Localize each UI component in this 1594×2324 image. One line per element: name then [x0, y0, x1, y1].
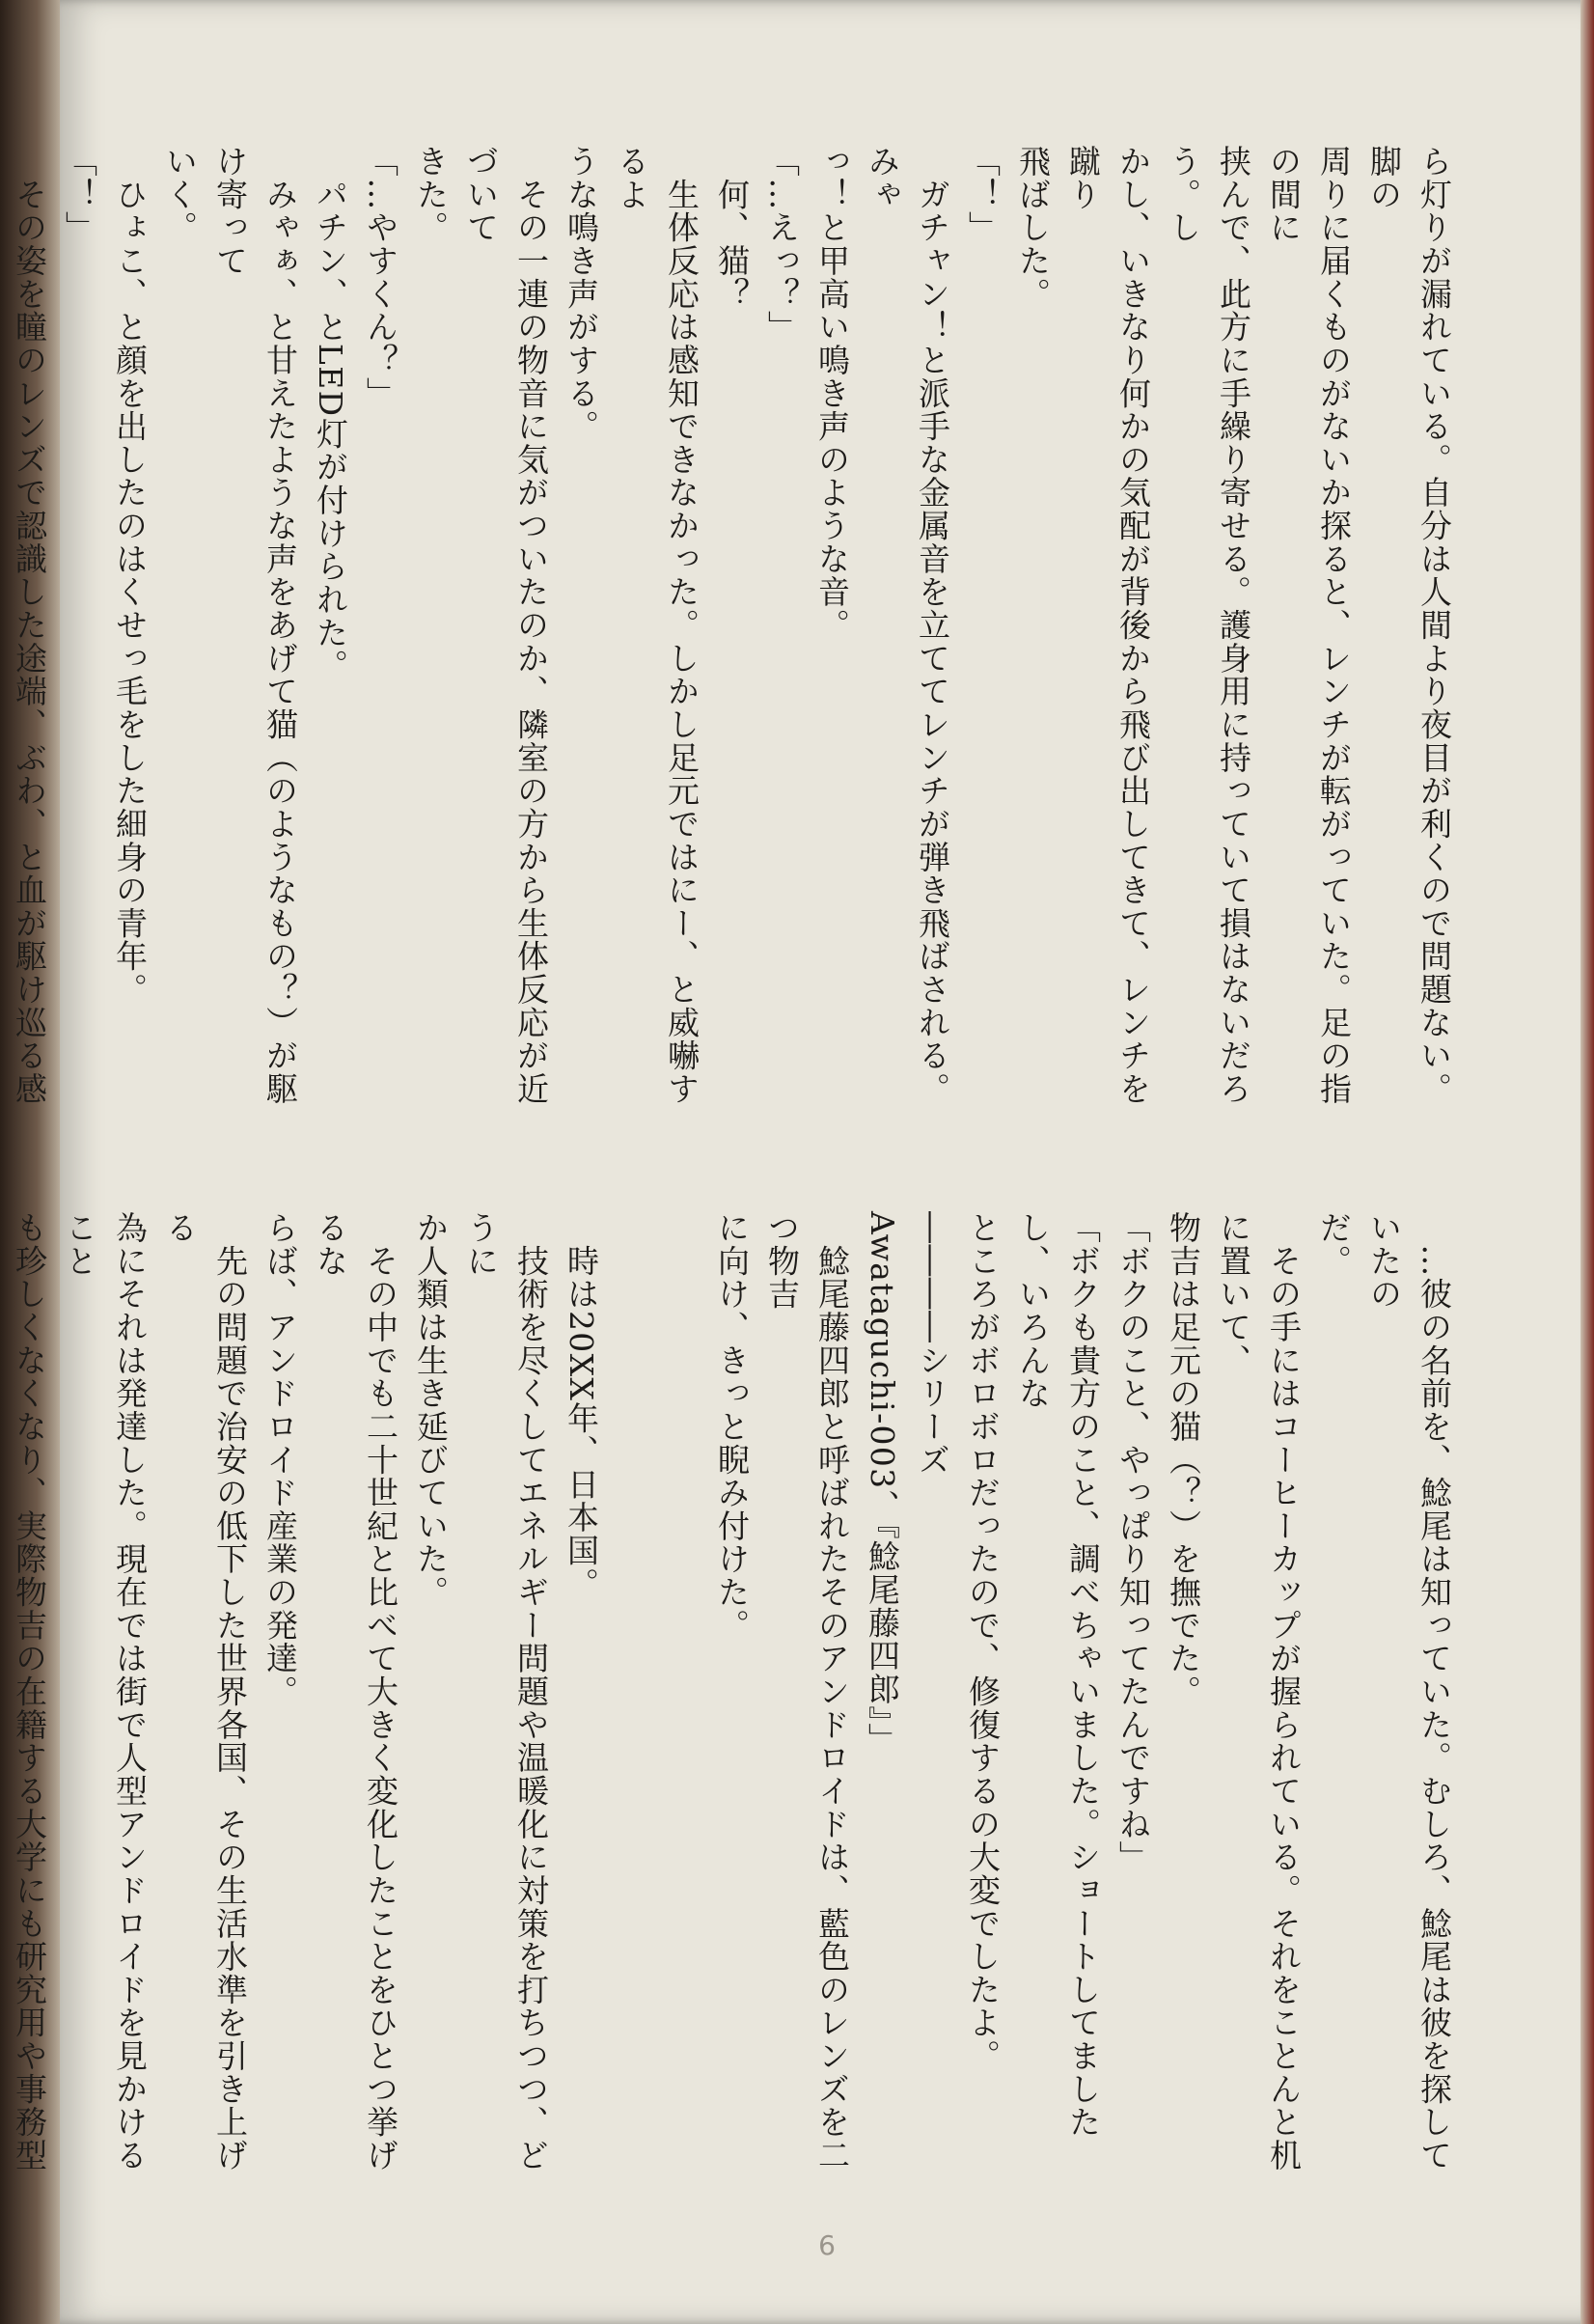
upper-line: その一連の物音に気がついたのか、隣室の方から生体反応が近づいて: [462, 145, 550, 1106]
lower-line: …彼の名前を、鯰尾は知っていた。むしろ、鯰尾は彼を探していたの: [1365, 1211, 1453, 2172]
upper-line: ガチャン！と派手な金属音を立ててレンチが弾き飛ばされる。みゃ: [864, 145, 951, 1106]
upper-line: 何、猫？: [713, 145, 751, 311]
lower-line: その手にはコーヒーカップが握られている。それをことんと机に置いて、: [1215, 1211, 1303, 2172]
lower-line: 物吉は足元の猫（？）を撫でた。: [1165, 1211, 1202, 1708]
lower-line: らば、アンドロイド産業の発達。: [261, 1211, 299, 1708]
lower-line: その中でも二十世紀と比べて大きく変化したことをひとつ挙げるな: [312, 1211, 399, 2172]
upper-line: 「…えっ？」: [763, 145, 801, 344]
upper-line: 「！」: [61, 145, 98, 244]
lower-line: 鯰尾藤四郎と呼ばれたそのアンドロイドは、藍色のレンズを二つ物吉: [763, 1211, 851, 2172]
upper-line: うな鳴き声がする。: [563, 145, 600, 443]
lower-line: [656, 1211, 706, 2196]
upper-line: っ！と甲高い鳴き声のような音。: [813, 145, 851, 642]
upper-line: ひょこ、と顔を出したのはくせっ毛をした細身の青年。: [111, 145, 149, 1007]
lower-line: か人類は生き延びていた。: [412, 1211, 450, 1609]
upper-line: いく。: [161, 145, 199, 244]
upper-line: 飛ばした。: [1014, 145, 1052, 311]
lower-line: 先の問題で治安の低下した世界各国、その生活水準を引き上げる: [161, 1211, 249, 2172]
lower-line: 為にそれは発達した。現在では街で人型アンドロイドを見かけること: [61, 1211, 149, 2172]
upper-line: 生体反応は感知できなかった。しかし足元ではにー、と威嚇するよ: [613, 145, 701, 1106]
lower-line: 技術を尽くしてエネルギー問題や温暖化に対策を打ちつつ、どうに: [462, 1211, 550, 2172]
page-number: 6: [818, 2229, 836, 2261]
lower-line: 時は20XX年、日本国。: [563, 1211, 600, 1601]
upper-line: パチン、とLED灯が付けられた。: [312, 145, 349, 682]
lower-text-block: [0, 1211, 1459, 2196]
upper-line: 周りに届くものがないか探ると、レンチが転がっていた。足の指の間に: [1265, 145, 1353, 1106]
lower-line: ところがボロボロだったので、修復するの大変でしたよ。――――シリーズ: [914, 1211, 1002, 2073]
upper-line: きた。: [412, 145, 450, 244]
upper-line: 挟んで、此方に手繰り寄せる。護身用に持っていて損はないだろう。し: [1165, 145, 1252, 1106]
book-page: [11, 0, 1594, 2324]
lower-line: 「ボクのこと、やっぱり知ってたんですね」: [1114, 1211, 1152, 1874]
upper-line: かし、いきなり何かの気配が背後から飛び出してきて、レンチを蹴り: [1064, 145, 1152, 1106]
lower-line: [606, 1211, 656, 2196]
upper-line: 「…やすくん？」: [362, 145, 399, 410]
lower-line: に向け、きっと睨み付けた。: [713, 1211, 751, 1643]
lower-line: も珍しくなくなり、実際物吉の在籍する大学にも研究用や事務型: [11, 1211, 48, 2172]
lower-line: Awataguchi-003、『鯰尾藤四郎』」: [864, 1211, 901, 1757]
upper-line: 「！」: [964, 145, 1002, 244]
upper-line: みゃぁ、と甘えたような声をあげて猫（のようなもの？）が駆け寄って: [211, 145, 299, 1106]
lower-line: だ。: [1315, 1211, 1353, 1278]
upper-line: その姿を瞳のレンズで認識した途端、ぶわ、と血が駆け巡る感: [11, 178, 48, 1106]
upper-text-block: [0, 145, 1459, 1110]
lower-line: 「ボクも貴方のこと、調べちゃいました。ショートしてましたし、いろんな: [1014, 1211, 1102, 2139]
upper-line: ら灯りが漏れている。自分は人間より夜目が利くので問題ない。脚の: [1365, 145, 1453, 1106]
lower-line: [0, 1211, 4, 2196]
page-edge: [1580, 0, 1594, 2324]
